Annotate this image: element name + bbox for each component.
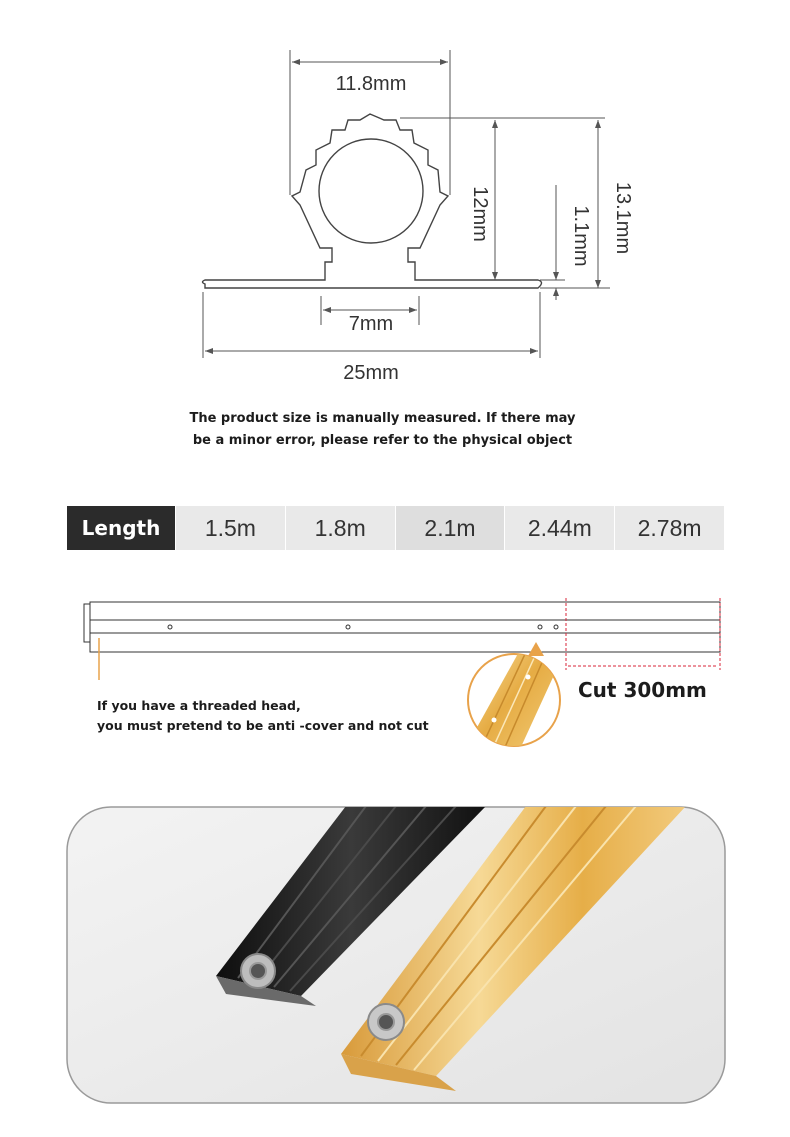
zoom-pointer-icon	[528, 642, 544, 656]
top-width-label: 11.8mm	[335, 73, 407, 95]
base-width-label: 25mm	[343, 362, 399, 384]
strip-outline	[84, 602, 720, 652]
total-height-label: 13.1mm	[612, 181, 634, 255]
screw-holes	[168, 625, 558, 629]
length-option-4: 2.44m	[504, 506, 614, 550]
threaded-head-note-line-1: If you have a threaded head,	[97, 698, 301, 713]
head-height-label: 12mm	[469, 186, 491, 242]
length-option-2: 1.8m	[285, 506, 395, 550]
length-option-3: 2.1m	[395, 506, 505, 550]
base-thickness-label: 1.1mm	[570, 205, 592, 267]
zoom-detail-circle	[468, 650, 560, 760]
threaded-head-note-line-2: you must pretend to be anti -cover and not cut	[97, 718, 429, 733]
length-table	[67, 506, 724, 550]
length-option-1: 1.5m	[175, 506, 285, 550]
product-photo-panel	[66, 806, 726, 1104]
neck-width-label: 7mm	[348, 313, 394, 335]
cross-section-diagram	[0, 0, 790, 400]
measurement-note-line-1: The product size is manually measured. If there may	[189, 411, 576, 426]
length-option-5: 2.78m	[614, 506, 724, 550]
cut-length-label: Cut 300mm	[578, 678, 707, 702]
measurement-note-line-2: be a minor error, please refer to the physical object	[192, 433, 573, 448]
length-table-header: Length	[67, 506, 175, 550]
